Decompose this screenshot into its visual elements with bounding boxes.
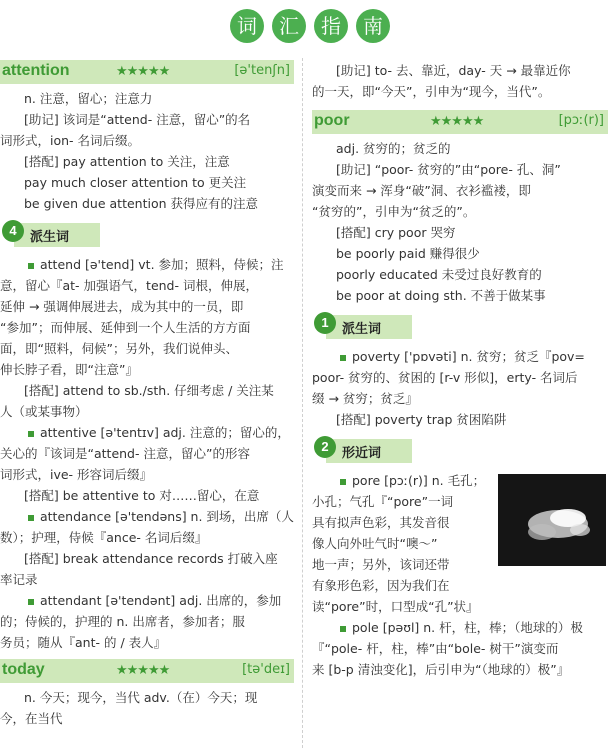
phonetic: [pɔː(r)] bbox=[558, 113, 604, 128]
header-char: 南 bbox=[356, 9, 390, 43]
headword: attention bbox=[2, 62, 70, 79]
mnemonic: [助记] to- 去、靠近，day- 天 → 最靠近你 bbox=[336, 63, 571, 78]
section-label: 派生词 bbox=[30, 230, 70, 245]
entry-text: 关心的『该词是“attend- 注意，留心”的形容 bbox=[0, 446, 250, 461]
collocation: 人（或某事物） bbox=[0, 404, 88, 419]
mnemonic: 词形式，ion- 名词后缀。 bbox=[0, 133, 141, 148]
bullet-icon bbox=[28, 431, 34, 437]
entry-pole: pole [pəʊl] n. 杆，柱，棒；（地球的）极 bbox=[312, 617, 608, 638]
entry-text: 读“pore”时，口型成“孔”状』 bbox=[312, 599, 479, 614]
definition: n. 今天；现今，当代 adv.（在）今天；现 bbox=[24, 690, 258, 705]
mnemonic: [助记] “poor- 贫穷的”由“pore- 孔、洞” bbox=[336, 162, 561, 177]
entry-text: 小孔；气孔『“pore”一词 bbox=[312, 494, 454, 509]
star-rating: ★★★★★ bbox=[116, 663, 170, 678]
entry-text: 延伸 → 强调伸展进去，成为其中的一员，即 bbox=[0, 299, 244, 314]
entry-text: 词形式，ive- 形容词后缀』 bbox=[0, 467, 153, 482]
entry-text: poor- 贫穷的、贫困的 [r-v 形似]，erty- 名词后 bbox=[312, 370, 578, 385]
headword: today bbox=[2, 661, 45, 678]
pore-photo bbox=[498, 474, 606, 566]
entry-header-poor bbox=[312, 110, 608, 134]
section-derivatives bbox=[0, 220, 294, 248]
collocation: [搭配] attend to sb./sth. 仔细考虑 / 关注某 bbox=[24, 383, 274, 398]
entry-text: 具有拟声色彩，其发音很 bbox=[312, 515, 450, 530]
entry-text: 意，留心『at- 加强语气，tend- 词根，伸展， bbox=[0, 278, 258, 293]
phonetic: [tə'deɪ] bbox=[242, 662, 290, 677]
collocation: [搭配] be attentive to 对……留心，在意 bbox=[24, 488, 260, 503]
entry-text: 缀 → 贫穷；贫乏』 bbox=[312, 391, 418, 406]
bullet-icon bbox=[28, 263, 34, 269]
collocation: be given due attention 获得应有的注意 bbox=[24, 196, 259, 211]
bullet-icon bbox=[340, 626, 346, 632]
header-char: 指 bbox=[314, 9, 348, 43]
entry-text: 数）；护理，侍候『ance- 名词后缀』 bbox=[0, 530, 208, 545]
section-number: 1 bbox=[314, 312, 336, 334]
section-derivatives bbox=[312, 312, 608, 340]
mnemonic: [助记] 该词是“attend- 注意，留心”的名 bbox=[24, 112, 251, 127]
entry-attendance: attendance [ə'tendəns] n. 到场，出席（人 bbox=[0, 506, 294, 527]
collocation: be poorly paid 赚得很少 bbox=[336, 246, 480, 261]
entry-header-attention bbox=[0, 60, 294, 84]
entry-text: 伸长脖子看，即“注意”』 bbox=[0, 362, 138, 377]
entry-text: 『“pole- 杆，柱，棒”由“bole- 树干”演变而 bbox=[312, 641, 559, 656]
entry-pore bbox=[312, 470, 608, 617]
entry-poverty: poverty ['pɒvəti] n. 贫穷；贫乏『pov= bbox=[312, 346, 608, 367]
bullet-icon bbox=[340, 479, 346, 485]
collocation: [搭配] break attendance records 打破入座 bbox=[24, 551, 278, 566]
left-column bbox=[0, 60, 294, 729]
entry-text: 面，即“照料，伺候”；另外，我们说伸头、 bbox=[0, 341, 238, 356]
header-char: 词 bbox=[230, 9, 264, 43]
definition: 今，在当代 bbox=[0, 711, 63, 726]
bullet-icon bbox=[28, 599, 34, 605]
section-similar-words bbox=[312, 436, 608, 464]
section-label: 形近词 bbox=[342, 446, 382, 461]
bullet-icon bbox=[340, 355, 346, 361]
entry-text: 务员；随从『ant- 的 / 表人』 bbox=[0, 635, 167, 650]
collocation: 率记录 bbox=[0, 572, 38, 587]
mnemonic: “贫穷的”，引申为“贫乏的”。 bbox=[312, 204, 476, 219]
entry-attentive: attentive [ə'tentɪv] adj. 注意的；留心的， bbox=[0, 422, 294, 443]
collocation: [搭配] poverty trap 贫困陷阱 bbox=[336, 412, 507, 427]
header-char: 汇 bbox=[272, 9, 306, 43]
chapter-header bbox=[0, 6, 614, 48]
mnemonic: 演变而来 → 浑身“破”洞、衣衫褴褛，即 bbox=[312, 183, 531, 198]
definition: n. 注意，留心；注意力 bbox=[24, 91, 153, 106]
entry-text: 像人向外吐气时“噢～” bbox=[312, 536, 438, 551]
entry-text: 来 [b-p 清浊变化]，后引申为“（地球的）极”』 bbox=[312, 662, 570, 677]
entry-text: 地一声；另外，该词还带 bbox=[312, 557, 450, 572]
entry-text: 的；侍候的，护理的 n. 出席者，参加者；服 bbox=[0, 614, 245, 629]
right-column bbox=[312, 60, 608, 680]
definition: adj. 贫穷的；贫乏的 bbox=[336, 141, 451, 156]
collocation: poorly educated 未受过良好教育的 bbox=[336, 267, 542, 282]
phonetic: [ə'tenʃn] bbox=[234, 63, 290, 78]
headword: poor bbox=[314, 112, 350, 129]
entry-attend: attend [ə'tend] vt. 参加；照料，侍候；注 bbox=[0, 254, 294, 275]
collocation: [搭配] cry poor 哭穷 bbox=[336, 225, 456, 240]
collocation: pay much closer attention to 更关注 bbox=[24, 175, 247, 190]
section-label: 派生词 bbox=[342, 322, 382, 337]
bullet-icon bbox=[28, 515, 34, 521]
star-rating: ★★★★★ bbox=[116, 64, 170, 79]
entry-text: “参加”；而伸展、延伸到一个人生活的方方面 bbox=[0, 320, 251, 335]
mnemonic: 的一天，即“今天”，引申为“现今，当代”。 bbox=[312, 84, 551, 99]
entry-header-today bbox=[0, 659, 294, 683]
section-number: 2 bbox=[314, 436, 336, 458]
column-divider bbox=[302, 58, 303, 748]
entry-text: pore [pɔː(r)] n. 毛孔； bbox=[312, 470, 608, 491]
collocation: be poor at doing sth. 不善于做某事 bbox=[336, 288, 546, 303]
collocation: [搭配] pay attention to 关注，注意 bbox=[24, 154, 230, 169]
entry-text: 有象形色彩，因为我们在 bbox=[312, 578, 450, 593]
entry-attendant: attendant [ə'tendənt] adj. 出席的，参加 bbox=[0, 590, 294, 611]
star-rating: ★★★★★ bbox=[430, 114, 484, 129]
section-number: 4 bbox=[2, 220, 24, 242]
